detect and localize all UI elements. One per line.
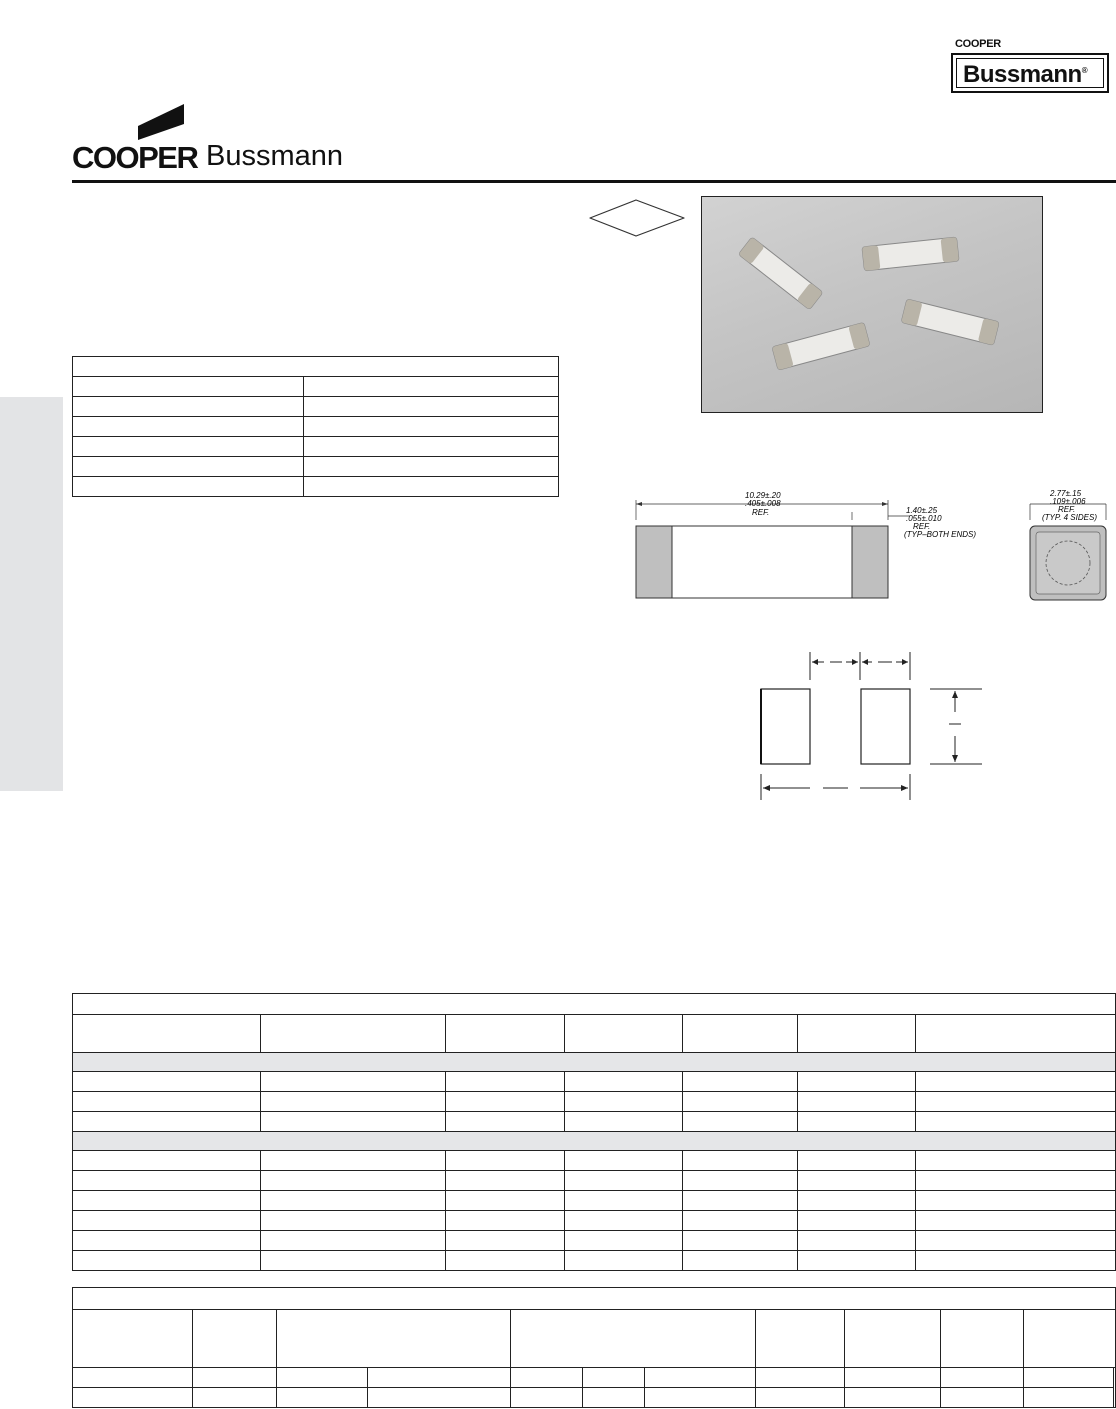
cap-mm-label: 1.40±.25 [906,506,938,515]
table-row [73,1211,1116,1231]
packaging-col-header [277,1310,511,1368]
spec-table [72,356,559,497]
ratings-col-header [683,1015,798,1053]
length-in-label: .405±.008 [745,499,781,508]
end-ref-label: REF. [1058,505,1076,514]
spec-cell [304,477,559,497]
brand-cooper: COOPER [72,140,198,175]
packaging-col-header [756,1310,845,1368]
fuse-photo-image [702,197,1042,412]
spec-table-header [73,357,559,377]
corner-logo-box [951,53,1109,93]
ratings-col-header [916,1015,1116,1053]
product-photo [701,196,1043,413]
table-row [73,1112,1116,1132]
brand-flag-icon [138,104,184,140]
brand-logo [72,104,372,175]
ratings-col-header [261,1015,446,1053]
ratings-col-header [565,1015,683,1053]
fuse-dimension-drawing [620,480,1000,605]
table-row [73,1171,1116,1191]
spec-cell [304,437,559,457]
cap-ref-label: REF. [913,522,931,531]
table-row [73,1231,1116,1251]
pad-layout-drawing [740,640,1000,810]
spec-cell [304,377,559,397]
spec-cell [304,457,559,477]
side-tab [0,397,63,791]
header-rule [72,180,1116,183]
length-mm-label: 10.29±.20 [745,491,781,500]
packaging-col-header [1024,1310,1116,1368]
packaging-col-header [941,1310,1024,1368]
packaging-col-header [510,1310,756,1368]
spec-cell [73,477,304,497]
ratings-table-title [73,994,1116,1015]
ratings-col-header [798,1015,916,1053]
end-in-label: .109±.006 [1050,497,1086,506]
cap-note-label: (TYP–BOTH ENDS) [904,530,977,539]
end-mm-label: 2.77±.15 [1050,489,1082,498]
spec-cell [304,397,559,417]
ratings-col-header [446,1015,565,1053]
certification-badge-icon [588,198,688,238]
ratings-group-row [73,1132,1116,1151]
table-row [73,1072,1116,1092]
packaging-table [72,1287,1116,1408]
corner-logo-bussmann: Bussmann® [963,61,1088,88]
packaging-col-header [193,1310,277,1368]
ratings-table [72,993,1116,1271]
cap-in-label: .055±.010 [906,514,942,523]
spec-cell [73,457,304,477]
length-ref-label: REF. [752,508,770,517]
corner-logo [951,38,1111,96]
spec-cell [73,377,304,397]
table-row [73,1251,1116,1271]
ratings-group-row [73,1053,1116,1072]
corner-logo-cooper: COOPER [955,38,1001,50]
fuse-end-view [1020,480,1116,605]
packaging-col-header [73,1310,193,1368]
spec-cell [73,397,304,417]
spec-cell [73,437,304,457]
brand-bussmann: Bussmann [206,140,344,172]
table-row [73,1151,1116,1171]
table-row [73,1092,1116,1112]
spec-cell [73,417,304,437]
table-row [73,1368,1116,1388]
packaging-col-header [845,1310,941,1368]
table-row [73,1191,1116,1211]
ratings-col-header [73,1015,261,1053]
table-row [73,1388,1116,1408]
spec-cell [304,417,559,437]
end-note-label: (TYP. 4 SIDES) [1042,513,1097,522]
packaging-table-title [73,1288,1116,1310]
